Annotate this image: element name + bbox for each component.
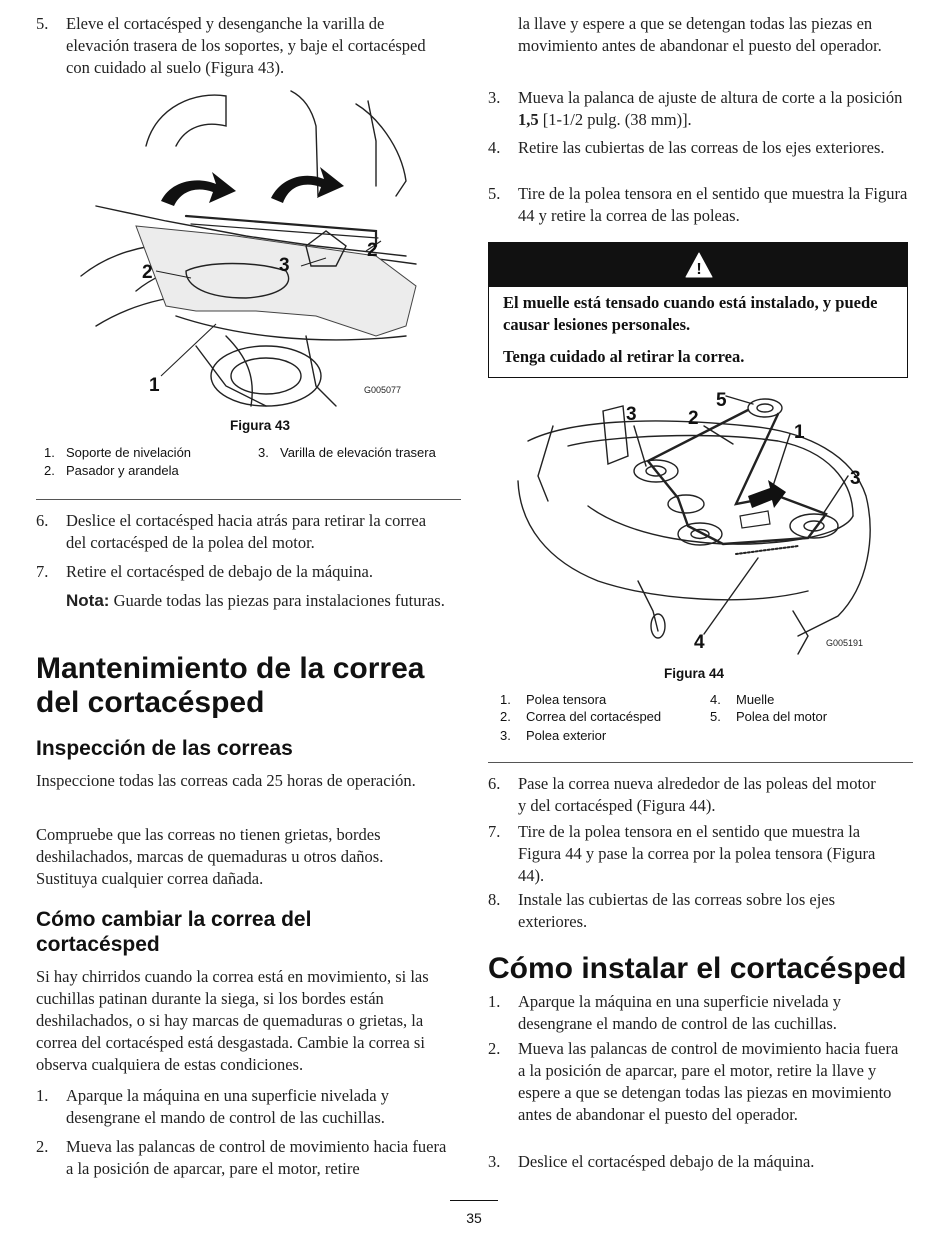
note-label: Nota: [66, 591, 110, 610]
figure-44-callout: 2 [688, 408, 699, 429]
figure-43-code: G005077 [364, 385, 402, 395]
warning-header [489, 243, 907, 287]
step-5-lower-deck [36, 13, 436, 83]
legend-item: 1. Polea tensora [500, 692, 607, 707]
figure-44-callout: 3 [850, 468, 861, 489]
subsection-title: Cómo cambiar la correa del cortacésped [36, 908, 312, 956]
warning-text: El muelle está tensado cuando está instalado, y puede causar lesiones personales. [503, 293, 878, 334]
paragraph: Compruebe que las correas no tienen grietas, bordes deshilachados, marcas de quemaduras u otros daños. Sustituya cualquier correa dañada. [36, 825, 384, 888]
note [66, 590, 446, 612]
step-4-covers: 4. Retire las cubiertas de las correas de los ejes exteriores. [488, 138, 885, 157]
subsection-title: Inspección de las correas [36, 737, 293, 760]
figure-44-legend [500, 692, 910, 748]
figure-44-callout: 5 [716, 390, 727, 411]
figure-44-caption: Figura 44 [664, 666, 725, 681]
step-5-pull-idler: 5. Tire de la polea tensora en el sentido que muestra la Figura 44 y retire la correa de las poleas. [488, 184, 908, 225]
paragraph: Si hay chirridos cuando la correa está en movimiento, si las cuchillas patinan durante la siega, si los bordes están deshilachados, o si hay marcas de quemaduras o grietas, la correa del cortacésped está desgastada. Cambie la correa si observa cualquiera de estas condiciones. [36, 967, 429, 1074]
page-number-rule [450, 1200, 498, 1201]
step-1-park: 1. Aparque la máquina en una superficie nivelada y desengrane el mando de control de las cuchillas. [488, 992, 841, 1033]
step-7-route-belt: 7. Tire de la polea tensora en el sentido que muestra la Figura 44 y pase la correa por la polea tensora (Figura 44). [488, 822, 876, 885]
step-2-controls: 2. Mueva las palancas de control de movimiento hacia fuera a la posición de aparcar, pare el motor, retire [36, 1137, 447, 1178]
legend-item: 5. Polea del motor [710, 709, 828, 724]
step-number: 5. [36, 14, 49, 33]
figure-43-legend [44, 445, 464, 481]
paragraph-continued: la llave y espere a que se detengan todas las piezas en movimiento antes de abandonar el puesto del operador. [518, 14, 882, 55]
step-3-height: 3. Mueva la palanca de ajuste de altura de corte a la posición 1,5 [1-1/2 pulg. (38 mm)]. [488, 88, 903, 129]
step-7-remove-deck: 7. Retire el cortacésped de debajo de la máquina. [36, 562, 373, 581]
figure-44-illustration [508, 386, 880, 656]
figure-43-caption: Figura 43 [230, 418, 291, 433]
divider [488, 762, 913, 763]
step-1-park: 1. Aparque la máquina en una superficie nivelada y desengrane el mando de control de las cuchillas. [36, 1086, 389, 1127]
warning-triangle-icon [684, 251, 714, 279]
figure-44-callout: 4 [694, 632, 705, 653]
step-6-slide-deck: 6. Deslice el cortacésped hacia atrás para retirar la correa del cortacésped de la polea del motor. [36, 511, 427, 552]
legend-item: 3. Polea exterior [500, 728, 607, 743]
step-2-controls: 2. Mueva las palancas de control de movimiento hacia fuera a la posición de aparcar, pare el motor, retire la llave y espere a que se detengan todas las piezas en movimiento antes de abandonar el puesto del operador. [488, 1039, 899, 1124]
svg-text:!: ! [696, 261, 702, 278]
figure-44-callout: 3 [626, 404, 637, 425]
section-title: Mantenimiento de la correa del cortacésped [36, 652, 425, 719]
paragraph: Inspeccione todas las correas cada 25 horas de operación. [36, 771, 416, 790]
figure-43-callout: 3 [279, 255, 290, 276]
warning-box [488, 242, 908, 378]
page-number: 35 [466, 1210, 482, 1226]
step-text: Eleve el cortacésped y desenganche la varilla de elevación trasera de los soportes, y baje el cortacésped con cuidado al suelo (Figura 43). [66, 14, 426, 77]
seat-outline [146, 95, 226, 146]
arrow-right-icon [271, 167, 344, 203]
section-title: Cómo instalar el cortacésped [488, 952, 907, 985]
figure-44-callout: 1 [794, 422, 805, 443]
legend-item: 1. Soporte de nivelación [44, 445, 192, 460]
pull-direction-arrow-icon [748, 480, 786, 508]
legend-item: 4. Muelle [710, 692, 775, 707]
step-3-slide-deck: 3. Deslice el cortacésped debajo de la máquina. [488, 1152, 815, 1171]
step-8-install-covers: 8. Instale las cubiertas de las correas sobre los ejes exteriores. [488, 890, 836, 931]
warning-text: Tenga cuidado al retirar la correa. [503, 347, 745, 366]
figure-43-callout: 1 [149, 375, 160, 396]
legend-item: 2. Pasador y arandela [44, 463, 179, 478]
figure-44-code: G005191 [826, 638, 864, 648]
note-text: Guarde todas las piezas para instalaciones futuras. [109, 591, 445, 610]
legend-item: 3. Varilla de elevación trasera [258, 445, 436, 460]
figure-43-illustration [76, 86, 466, 416]
figure-43-callout: 2 [142, 262, 153, 283]
step-6-new-belt: 6. Pase la correa nueva alrededor de las poleas del motor y del cortacésped (Figura 44). [488, 774, 876, 815]
arrow-left-icon [161, 172, 236, 206]
legend-item: 2. Correa del cortacésped [500, 709, 662, 724]
figure-43-callout: 2 [367, 240, 378, 261]
divider [36, 499, 461, 500]
